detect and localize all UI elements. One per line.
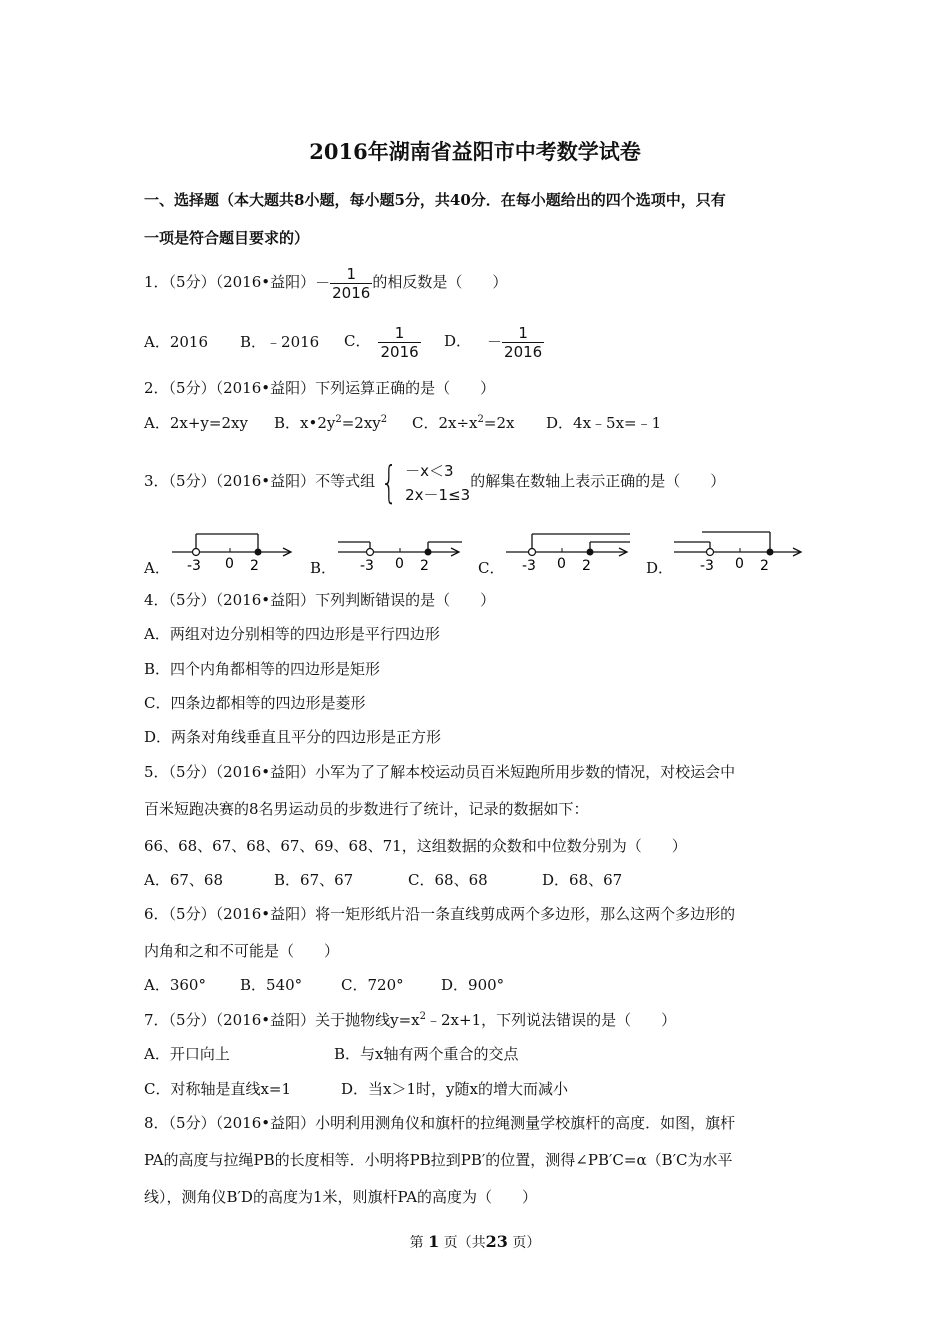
q3-option-d-numberline [672,526,808,576]
question-8-line2: PA的高度与拉绳PB的长度相等．小明将PB拉到PB′的位置，测得∠PB′C=α（B′C为水平 [144,1151,733,1169]
svg-text:0: 0 [735,556,744,572]
q3-inequality-system: { －x＜3 2x－1≤3 [380,456,471,508]
q3-option-a-numberline [170,526,298,576]
q1-prefix: 1．（5分）（2016•益阳） [144,273,316,291]
q1-option-c: C． $\frac{1}{2016}$ [344,323,419,361]
question-1 [144,264,507,302]
svg-text:2: 2 [420,558,429,574]
q7-option-d: D．当x＞1时，y随x的增大而减小 [341,1080,568,1098]
q2-option-d: D．4x﹣5x=﹣1 [546,414,662,432]
question-8-line3: 线），测角仪B′D的高度为1米，则旗杆PA的高度为（ ） [144,1188,538,1206]
svg-text:2: 2 [760,558,769,574]
page-total: 23 [485,1232,508,1251]
q7-option-b: B．与x轴有两个重合的交点 [334,1045,519,1063]
svg-text:-3: -3 [522,558,536,574]
q4-option-c: C．四条边都相等的四边形是菱形 [144,694,366,712]
q4-option-a: A．两组对边分别相等的四边形是平行四边形 [144,625,440,643]
q1-option-b: B．﹣2016 [240,333,320,351]
q3-option-b-numberline [336,526,466,576]
q3-option-c-numberline [504,526,634,576]
question-6-line1: 6．（5分）（2016•益阳）将一矩形纸片沿一条直线剪成两个多边形，那么这两个多边形的 [144,905,736,923]
q7-option-a: A．开口向上 [144,1045,230,1063]
question-3: 3．（5分）（2016•益阳）不等式组 { －x＜3 2x－1≤3 的解集在数轴上表示正确的是（ ） [144,456,726,508]
svg-text:0: 0 [395,556,404,572]
page-footer: 第 1 页（共23 页） [409,1232,541,1251]
q3-option-c-label: C． [478,559,505,577]
q6-option-b: B．540° [240,976,303,994]
q2-option-a: A．2x+y=2xy [144,414,248,432]
q5-option-d: D．68、67 [542,871,623,889]
q5-option-a: A．67、68 [144,871,224,889]
svg-text:0: 0 [225,556,234,572]
q3-option-b-label: B． [310,559,337,577]
q4-option-b: B．四个内角都相等的四边形是矩形 [144,660,381,678]
question-4-stem: 4．（5分）（2016•益阳）下列判断错误的是（ ） [144,591,496,609]
svg-text:0: 0 [557,556,566,572]
svg-text:2: 2 [582,558,591,574]
q1-option-d: D． － $\frac{1}{2016}$ [444,323,543,361]
svg-text:2: 2 [250,558,259,574]
question-6-line2: 内角和之和不可能是（ ） [144,942,340,960]
q3-option-a-label: A． [144,559,170,577]
q1-option-a: A．2016 [144,333,209,351]
q6-option-c: C．720° [341,976,404,994]
q2-option-b: B．$x•2y^2=2xy^2$ [274,414,388,432]
question-5-line1: 5．（5分）（2016•益阳）小军为了了解本校运动员百米短跑所用步数的情况，对校运会中 [144,763,736,781]
question-7-stem: 7．（5分）（2016•益阳）关于抛物线$y=x^2﹣2x+1$，下列说法错误的是（ ） [144,1011,677,1029]
q1-fraction: $\frac{1}{2016}$ [332,264,371,302]
q6-option-d: D．900° [441,976,505,994]
q5-option-b: B．67、67 [274,871,354,889]
q3-option-d-label: D． [646,559,674,577]
q1-neg-sign: － [315,274,331,292]
question-2-stem: 2．（5分）（2016•益阳）下列运算正确的是（ ） [144,379,496,397]
question-8-line1: 8．（5分）（2016•益阳）小明利用测角仪和旗杆的拉绳测量学校旗杆的高度．如图，旗杆 [144,1114,736,1132]
svg-text:-3: -3 [187,558,201,574]
q2-option-c: C．$2x\div x^2=2x$ [412,414,515,432]
page-number: 1 [428,1232,440,1251]
q4-option-d: D．两条对角线垂直且平分的四边形是正方形 [144,728,442,746]
section-heading-line1: 一、选择题（本大题共8小题，每小题5分，共40分．在每小题给出的四个选项中，只有 [144,191,726,209]
page-title: 2016年湖南省益阳市中考数学试卷 [309,139,641,164]
q7-option-c: C．对称轴是直线x=1 [144,1080,292,1098]
svg-text:-3: -3 [700,558,714,574]
svg-text:-3: -3 [360,558,374,574]
q5-option-c: C．68、68 [408,871,488,889]
q6-option-a: A．360° [144,976,206,994]
question-5-line3: 66、68、67、68、67、69、68、71，这组数据的众数和中位数分别为（ ） [144,837,687,855]
section-heading-line2: 一项是符合题目要求的） [144,229,310,247]
question-5-line2: 百米短跑决赛的8名男运动员的步数进行了统计，记录的数据如下： [144,800,589,818]
q1-suffix: 的相反数是（ ） [372,273,508,291]
